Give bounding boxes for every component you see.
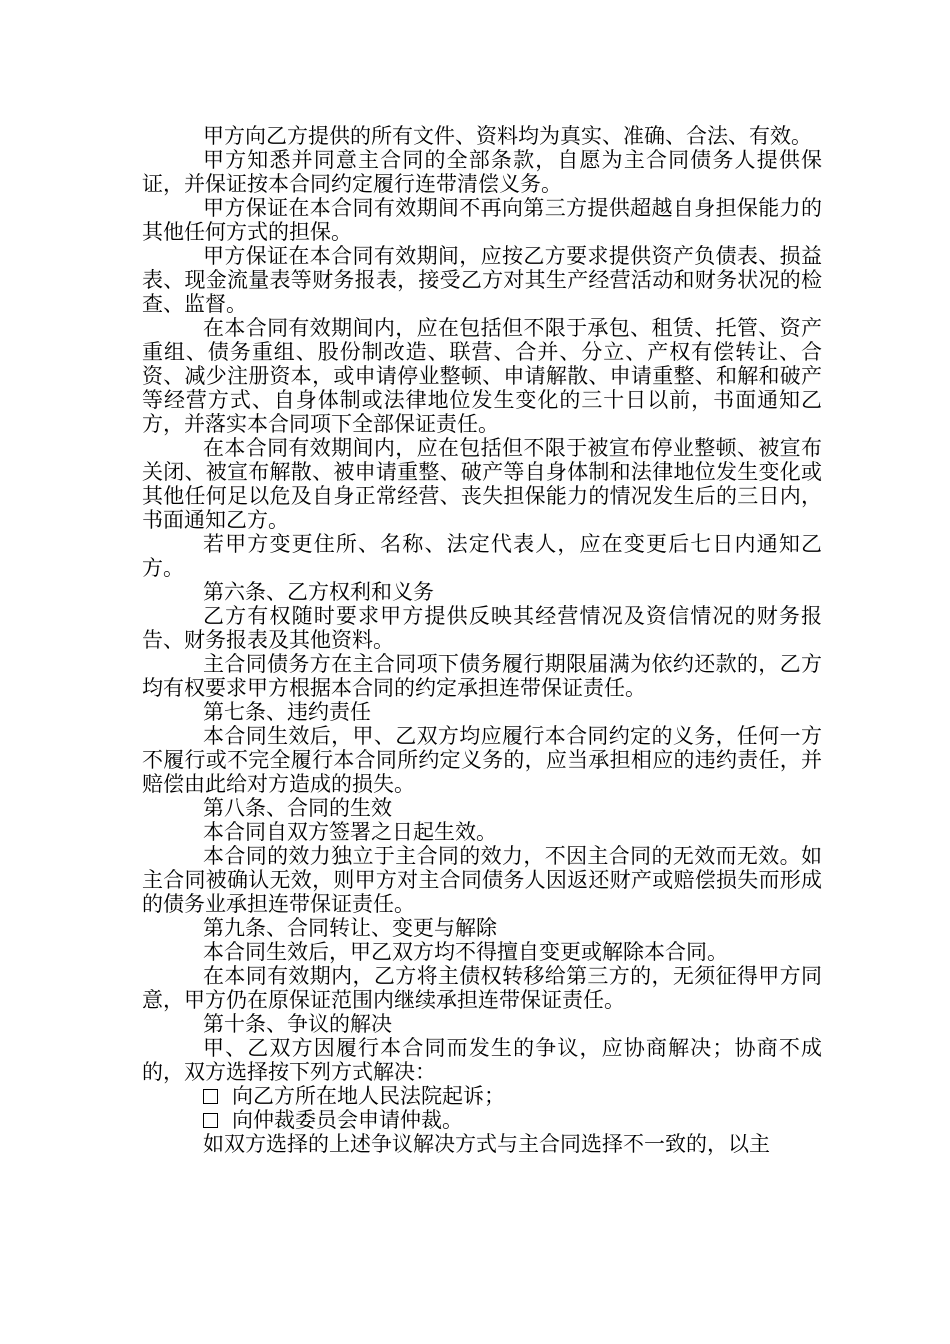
article-heading: 第八条、合同的生效 bbox=[203, 796, 392, 820]
option-label: 向乙方所在地人民法院起诉； bbox=[232, 1084, 505, 1108]
paragraph: 甲方知悉并同意主合同的全部条款，自愿为主合同债务人提供保证，并保证按本合同约定履行连带清偿义务。 bbox=[142, 148, 822, 196]
paragraph: 甲方保证在本合同有效期间，应按乙方要求提供资产负债表、损益表、现金流量表等财务报表，接受乙方对其生产经营活动和财务状况的检查、监督。 bbox=[142, 244, 822, 316]
paragraph: 甲、乙双方因履行本合同而发生的争议，应协商解决；协商不成的，双方选择按下列方式解决： bbox=[142, 1036, 822, 1084]
paragraph: 在本同有效期内，乙方将主债权转移给第三方的，无须征得甲方同意，甲方仍在原保证范围内继续承担连带保证责任。 bbox=[142, 964, 822, 1012]
paragraph: 本合同自双方签署之日起生效。 bbox=[203, 820, 497, 844]
checkbox-icon[interactable] bbox=[203, 1089, 218, 1104]
paragraph: 本合同的效力独立于主合同的效力，不因主合同的无效而无效。如主合同被确认无效，则甲方对主合同债务人因返还财产或赔偿损失而形成的债务业承担连带保证责任。 bbox=[142, 844, 822, 916]
checkbox-icon[interactable] bbox=[203, 1113, 218, 1128]
article-heading: 第七条、违约责任 bbox=[203, 700, 371, 724]
paragraph: 如双方选择的上述争议解决方式与主合同选择不一致的，以主 bbox=[203, 1132, 770, 1156]
paragraph: 在本合同有效期间内，应在包括但不限于承包、租赁、托管、资产重组、债务重组、股份制改造、联营、合并、分立、产权有偿转让、合资、减少注册资本，或申请停业整顿、申请解散、申请重整、和解和破产等经营方式、自身体制或法律地位发生变化的三十日以前，书面通知乙方，并落实本合同项下全部保证责任。 bbox=[142, 316, 822, 436]
paragraph: 本合同生效后，甲、乙双方均应履行本合同约定的义务，任何一方不履行或不完全履行本合同所约定义务的，应当承担相应的违约责任，并赔偿由此给对方造成的损失。 bbox=[142, 724, 822, 796]
paragraph: 在本合同有效期间内，应在包括但不限于被宣布停业整顿、被宣布关闭、被宣布解散、被申请重整、破产等自身体制和法律地位发生变化或其他任何足以危及自身正常经营、丧失担保能力的情况发生后的三日内，书面通知乙方。 bbox=[142, 436, 822, 532]
option-court bbox=[142, 1084, 822, 1108]
document-page bbox=[142, 124, 822, 1156]
paragraph: 若甲方变更住所、名称、法定代表人，应在变更后七日内通知乙方。 bbox=[142, 532, 822, 580]
article-heading: 第六条、乙方权利和义务 bbox=[203, 580, 434, 604]
article-heading: 第九条、合同转让、变更与解除 bbox=[203, 916, 497, 940]
paragraph: 甲方保证在本合同有效期间不再向第三方提供超越自身担保能力的其他任何方式的担保。 bbox=[142, 196, 822, 244]
article-heading: 第十条、争议的解决 bbox=[203, 1012, 392, 1036]
paragraph: 甲方向乙方提供的所有文件、资料均为真实、准确、合法、有效。 bbox=[203, 124, 812, 148]
paragraph: 主合同债务方在主合同项下债务履行期限届满为依约还款的，乙方均有权要求甲方根据本合同的约定承担连带保证责任。 bbox=[142, 652, 822, 700]
paragraph: 本合同生效后，甲乙双方均不得擅自变更或解除本合同。 bbox=[203, 940, 728, 964]
paragraph: 乙方有权随时要求甲方提供反映其经营情况及资信情况的财务报告、财务报表及其他资料。 bbox=[142, 604, 822, 652]
option-arbitration bbox=[142, 1108, 822, 1132]
option-label: 向仲裁委员会申请仲裁。 bbox=[232, 1108, 463, 1132]
